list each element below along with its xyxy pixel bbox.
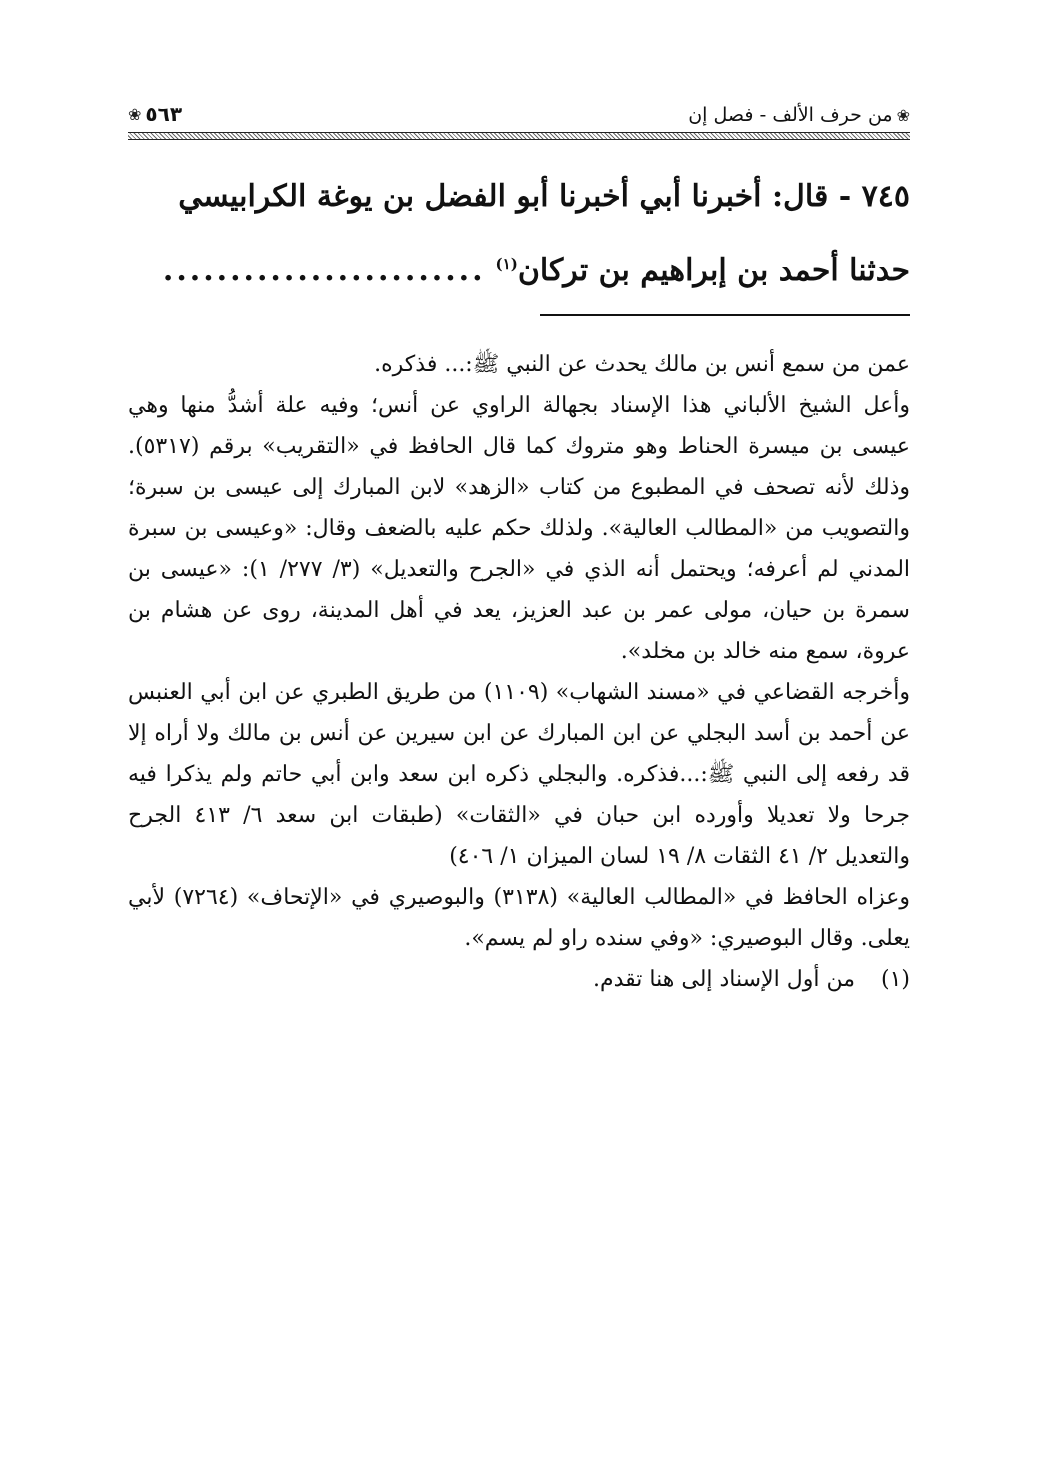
footnote-text: من أول الإسناد إلى هنا تقدم. bbox=[593, 967, 855, 992]
hadith-line-2 bbox=[128, 234, 910, 308]
ornament-icon: ❀ bbox=[896, 105, 910, 125]
footnote-marker: (١) bbox=[495, 255, 518, 273]
commentary-paragraph-2: وأعل الشيخ الألباني هذا الإسناد بجهالة الراوي عن أنس؛ وفيه علة أشدُّ منها وهي عيسى بن ميسرة الحناط وهو متروك كما قال الحافظ في «التقريب» برقم (٥٣١٧). وذلك لأنه تصحف في المطبوع من كتاب «الزهد» لابن المبارك إلى عيسى بن سبرة؛ والتصويب من «المطالب العالية». ولذلك حكم عليه بالضعف وقال: «وعيسى بن سبرة المدني لم أعرفه؛ ويحتمل أنه الذي في «الجرح والتعديل» (٣/ ٢٧٧/ ١): «عيسى بن سمرة بن حيان، مولى عمر بن عبد العزيز، يعد في أهل المدينة، روى عن هشام بن عروة، سمع منه خالد بن مخلد». bbox=[128, 393, 911, 664]
page-header bbox=[128, 98, 910, 142]
hadith-line-1: ٧٤٥ - قال: أخبرنا أبي أخبرنا أبو الفضل بن يوغة الكرابيسي bbox=[178, 179, 910, 214]
hadith-text bbox=[128, 160, 910, 308]
ornament-icon: ❀ bbox=[128, 104, 142, 124]
footnote-divider bbox=[540, 314, 910, 316]
page-number bbox=[128, 102, 182, 126]
footnote-number: (١) bbox=[880, 967, 910, 992]
commentary bbox=[128, 344, 910, 1000]
ellipsis-dots: ........................ bbox=[162, 253, 486, 288]
header-divider bbox=[128, 132, 910, 140]
running-title-text: من حرف الألف - فصل إن bbox=[688, 104, 893, 126]
footnote bbox=[128, 959, 910, 1000]
commentary-paragraph-1: عمن من سمع أنس بن مالك يحدث عن النبي ﷺ:... فذكره. bbox=[374, 352, 910, 377]
commentary-paragraph-4: وعزاه الحافظ في «المطالب العالية» (٣١٣٨) والبوصيري في «الإتحاف» (٧٢٦٤) لأبي يعلى. وقال البوصيري: «وفي سنده راو لم يسم». bbox=[128, 885, 911, 951]
hadith-line-2-text: حدثنا أحمد بن إبراهيم بن تركان bbox=[517, 253, 910, 288]
running-title bbox=[688, 104, 910, 126]
commentary-paragraph-3: وأخرجه القضاعي في «مسند الشهاب» (١١٠٩) من طريق الطبري عن ابن أبي العنبس عن أحمد بن أسد البجلي عن ابن المبارك عن ابن سيرين عن أنس بن مالك ولا أراه إلا قد رفعه إلى النبي ﷺ:...فذكره. والبجلي ذكره ابن سعد وابن أبي حاتم ولم يذكرا فيه جرحا ولا تعديلا وأورده ابن حبان في «الثقات» (طبقات ابن سعد ٦/ ٤١٣ الجرح والتعديل ٢/ ٤١ الثقات ٨/ ١٩ لسان الميزان ١/ ٤٠٦) bbox=[128, 680, 911, 869]
page-number-text: ٥٦٣ bbox=[145, 102, 183, 126]
